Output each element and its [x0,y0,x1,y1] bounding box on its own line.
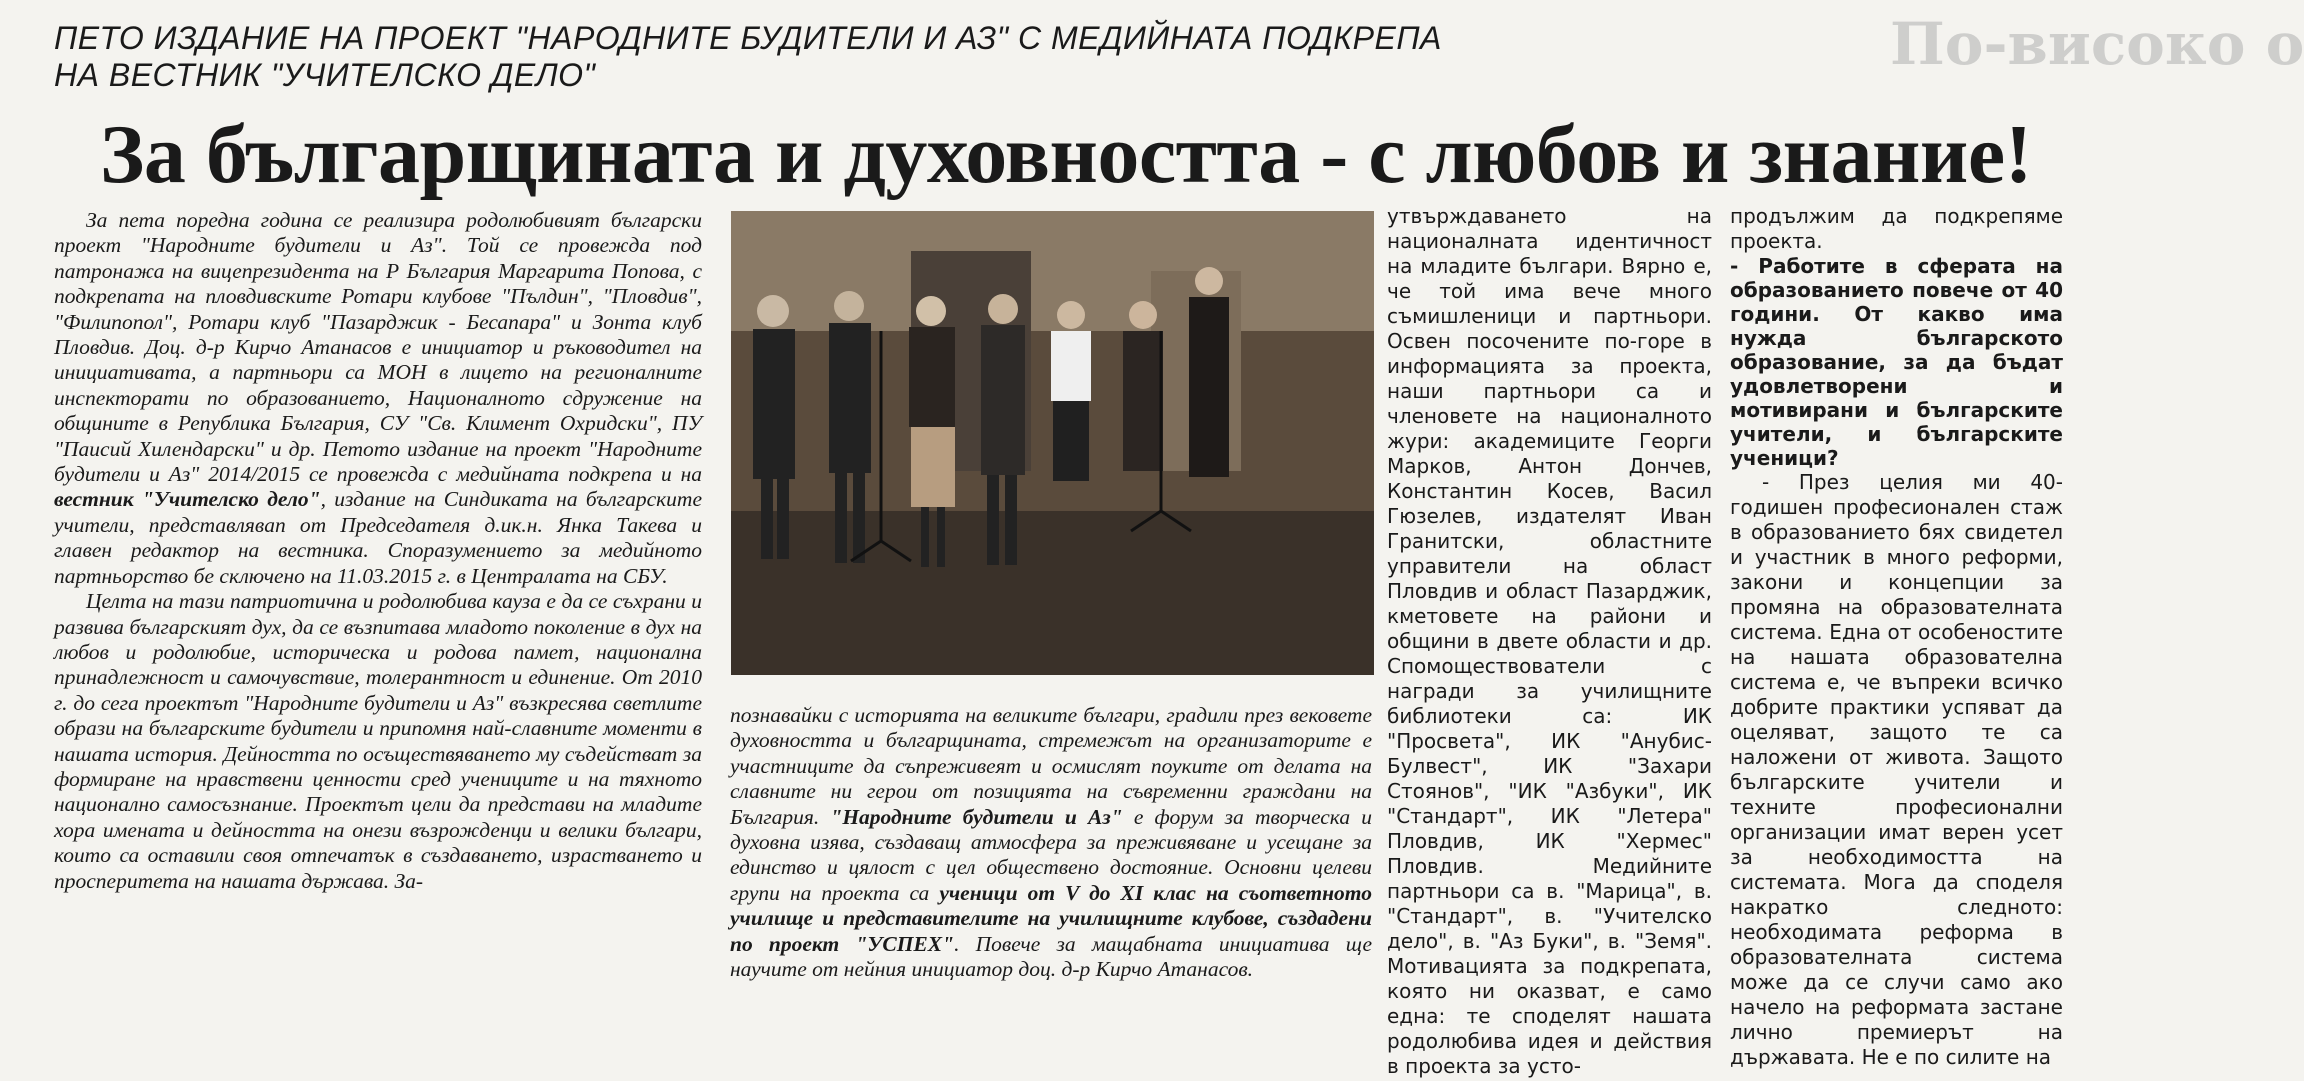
interview-answer: - През целия ми 40-годишен професионален стаж в образованието бях свидетел и участник в много реформи, закони и концепции за промяна на образователната система. Една от особеностите на нашата образователна система е, че въпреки всичко добрите практики успяват да оцеляват, защото те са наложени от живота. Защото българските учители и техните професионални организации имат верен усет за необходимостта на системата. Мога да споделя накратко следното: необходимата реформа в образователната система може да се случи само ако начело на реформата застане лично премиерът на държавата. Не е по силите на [1730,470,2063,1069]
article-headline: За българщината и духовността - с любов и знание! [100,108,2033,201]
article-column-2 [730,703,1372,1081]
target-groups-bold: ученици от V до XI клас на съответното училище и представителите на училищните клубове, създадени по проект "УСПЕХ" [730,880,1372,956]
paragraph-lead: продължим да подкрепяме проекта. [1730,204,2063,253]
project-name-bold: "Народните будители и Аз" [830,804,1123,829]
kicker-line-2: НА ВЕСТНИК "УЧИТЕЛСКО ДЕЛО" [54,57,596,93]
article-column-4 [1730,204,2063,1081]
intro-text: За пета поредна година се реализира родолюбивият български проект "Народните будители и Аз". Той се провежда под патронажа на вицепрезидента на Р България Маргарита Попова, с подкрепата на пловдивските Ротари клубове "Пълдин", "Пловдив", "Филипопол", Ротари клуб "Пазарджик - Бесапара" и Зонта клуб Пловдив. Доц. д-р Кирчо Атанасов е инициатор и ръководител на инициативата, а партньори са МОН в лицето на регионалните инспекторати по образованието, Националното сдружение на общините в Република България, СУ "Св. Климент Охридски", ПУ "Паисий Хилендарски" и др. Петото издание на проект "Народните будители и Аз" 2014/2015 се провежда с медийната подкрепа и на [54,208,702,487]
event-photo-illustration [731,211,1374,675]
newspaper-name-bold: вестник "Учителско дело" [54,487,321,512]
forum-text-end: . Повече за мащабната инициатива ще научите от нейния инициатор доц. д-р Кирчо Атанасов. [730,931,1373,982]
paragraph-forum [730,703,1372,982]
event-photo [731,211,1374,675]
paragraph-partners: утвърждаването на националната идентичност на младите българи. Вярно е, че той има вече много съмишленици и партньори. Освен посочените по-горе в информацията за проекта, наши партньори са и членовете на националното жури: академиците Георги Марков, Антон Дончев, Константин Косев, Васил Гюзелев, издателят Иван Гранитски, областните управители на област Пловдив и област Пазарджик, кметовете на райони и общини в двете области и др. Спомоществователи с награди за училищните библиотеки са: ИК "Просвета", ИК "Анубис-Булвест", ИК "Захари Стоянов", "ИК "Азбуки", ИК "Стандарт", ИК "Летера" Пловдив, ИК "Хермес" Пловдив. Медийните партньори са в. "Марица", в. "Стандарт", в. "Учителско дело", в. "Аз Буки", в. "Земя". Мотивацията за подкрепата, която ни оказват, е само една: те споделят нашата родолюбива идея и действия в проекта за усто- [1387,204,1712,1078]
forum-text: познавайки с историята на великите българи, градили през вековете духовността и българщината, стремежът на организаторите е участниците да съпреживеят и осмислят поуките от делата на славните ни герои от позицията на съвременни граждани на България. [730,703,1372,829]
article-column-1 [54,208,702,1081]
intro-text-cont: , издание на Синдиката на българските учители, представлявan от Председателя д.ик.н. Янка Такева и главен редактор на вестника. Споразумението за медийното партньорство бе сключено на 11.03.2015 г. в Централата на СБУ. [54,487,703,588]
paragraph-goals: Целта на тази патриотична и родолюбива кауза е да се съхрани и развива българският дух, да се възпитава младото поколение в дух на любов и родолюбие, историческа и родова памет, национална принадлежност и самочувствие, толерантност и единение. От 2010 г. до сега проектът "Народните будители и Аз" възкресява светлите образи на българските будители и припомня най-славните моменти в нашата история. Дейността по осъществяването му съдействат за формиране на нравствени ценности сред учениците и на тяхното национално самосъзнание. Проектът цели да представи на младите хора имената и дейността на онези възрожденци и велики българи, които са оставили своя отпечатък в създаването, израстването и просперитета на нашата държава. За- [54,589,702,893]
forum-text-cont: е форум за творческа и духовна изява, създаващ атмосфера за преживяване и усещане за единство и цялост с цел обществено достояние. Основни целеви групи на проекта са [730,804,1372,905]
interview-question: - Работите в сферата на образованието повече от 40 години. От какво има нужда българското образование, за да бъдат удовлетворени и мотивирани и българските учители, и българските ученици? [1730,254,2063,470]
paragraph-intro [54,208,702,589]
kicker-line-1: ПЕТО ИЗДАНИЕ НА ПРОЕКТ "НАРОДНИТЕ БУДИТЕЛИ И АЗ" С МЕДИЙНАТА ПОДКРЕПА [54,20,1442,56]
article-column-3 [1387,204,1712,1081]
article-kicker [54,20,1694,94]
adjacent-article-heading-fragment: По-високо о [1890,10,2304,78]
